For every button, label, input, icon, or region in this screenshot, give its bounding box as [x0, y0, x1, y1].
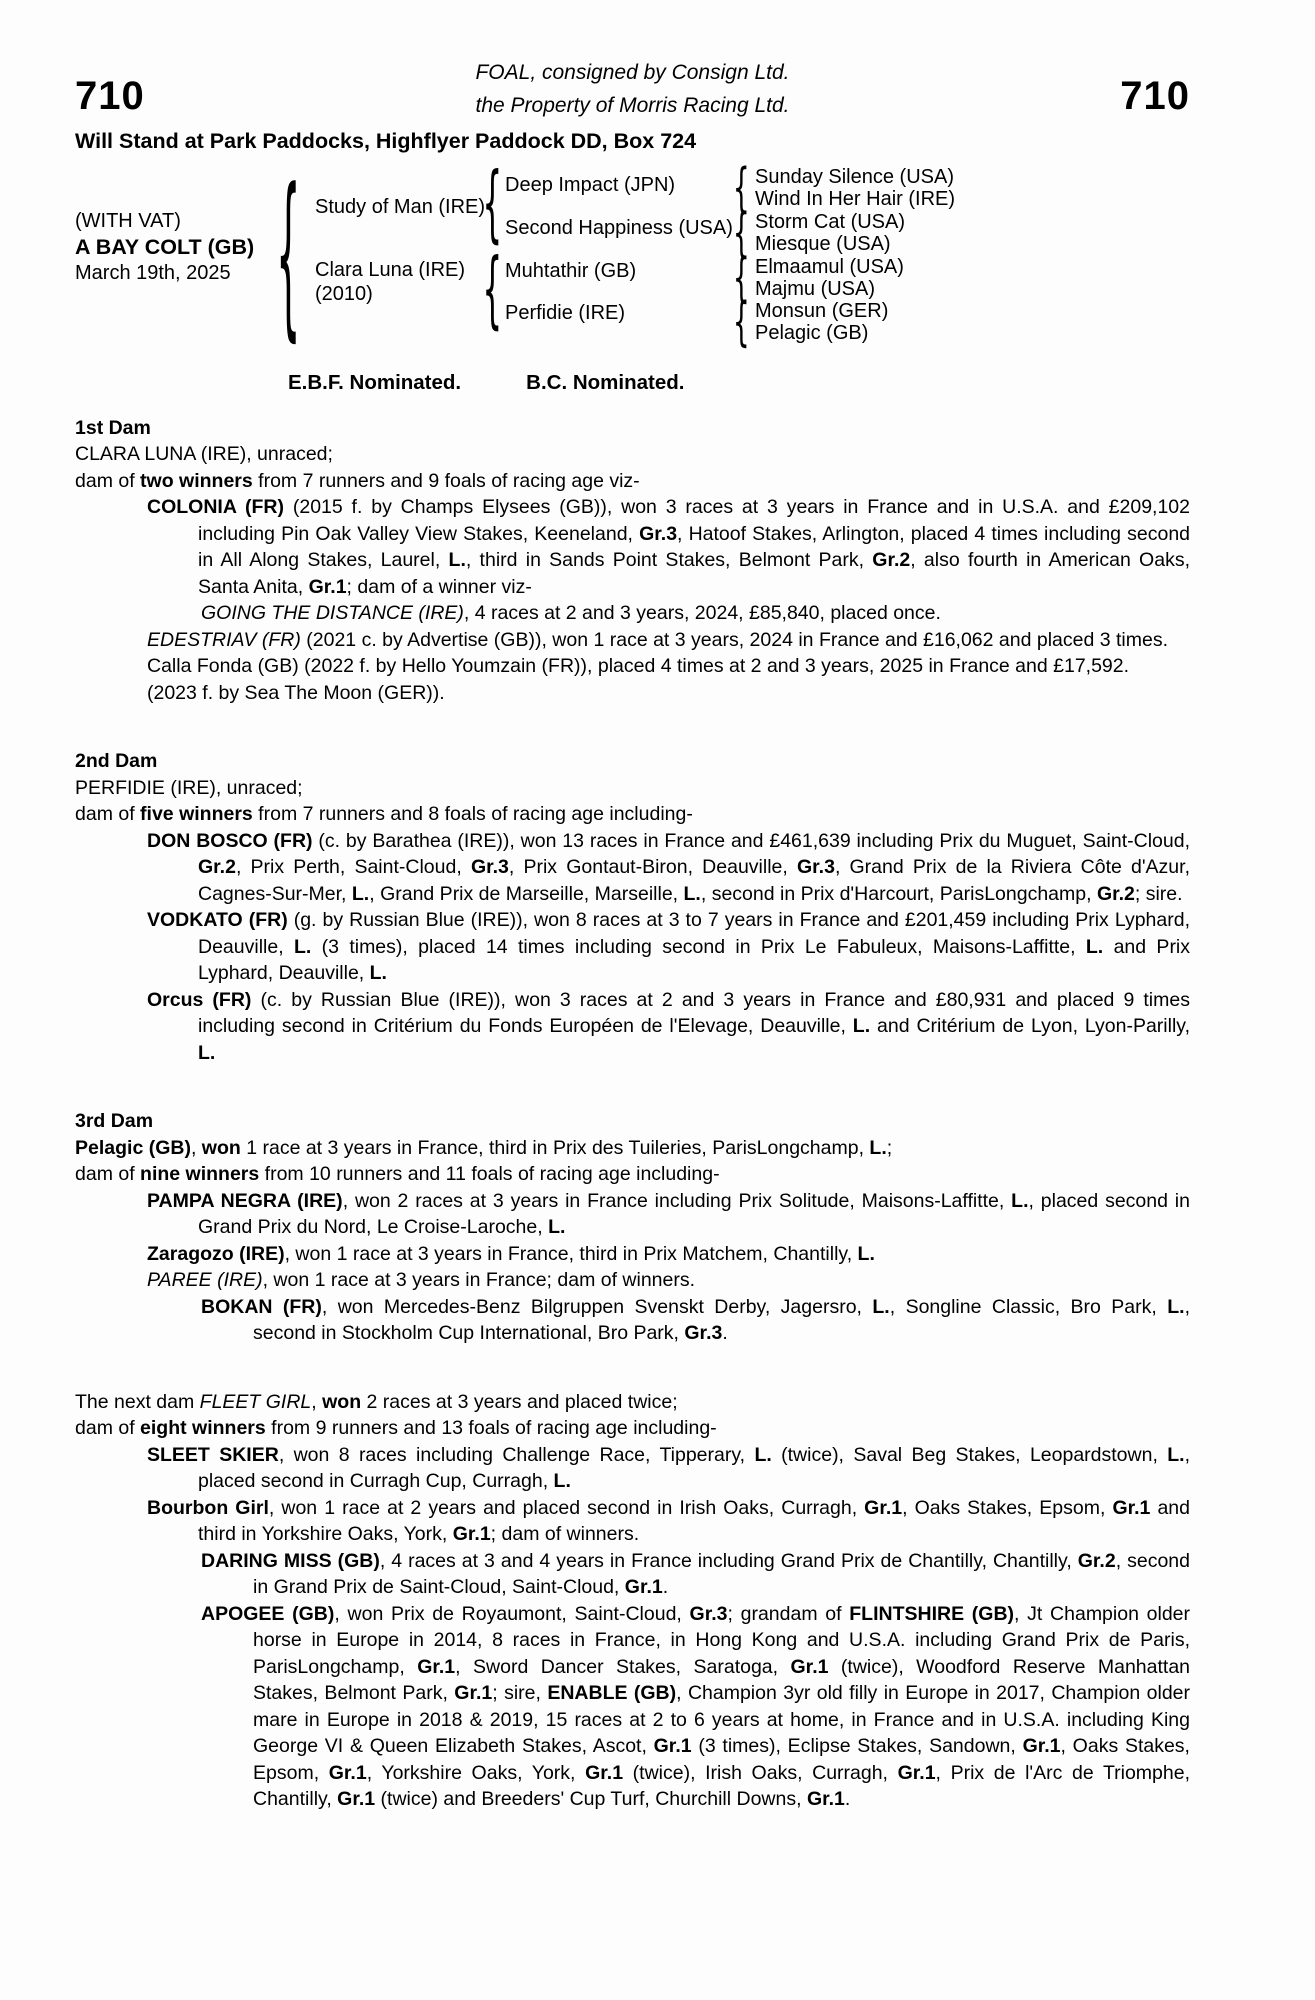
text-segment: Gr.2	[872, 549, 911, 571]
gen3-name: Wind In Her Hair (IRE)	[755, 188, 956, 210]
text-segment: DON BOSCO (FR)	[147, 829, 313, 852]
produce-paragraph	[75, 441, 1190, 468]
text-segment: L.	[683, 882, 701, 905]
produce-paragraph	[75, 627, 1190, 654]
text-segment: Gr.1	[624, 1576, 663, 1598]
text-segment: dam of	[75, 803, 141, 825]
text-segment: .	[722, 1322, 728, 1344]
text-segment: (3 times), placed 14 times including second in Prix Le Fabuleux, Maisons-Laffitte,	[311, 935, 1086, 958]
pedigree-brace-main	[276, 167, 300, 345]
dam-section-heading: 3rd Dam	[75, 1110, 154, 1132]
text-segment: L.	[1085, 935, 1104, 958]
text-segment: (g. by Russian Blue (IRE)), won 8 races at 3 to 7 years in France and £201,459 including Prix Lyphard, Deauville,	[198, 909, 1190, 958]
text-segment: 2 races at 3 years and placed twice;	[361, 1390, 678, 1413]
text-segment: , placed second in Grand Prix du Nord, Le Croise-Laroche,	[198, 1189, 1190, 1238]
produce-paragraph	[75, 775, 1190, 802]
text-segment: Gr.1	[1112, 1496, 1151, 1519]
text-segment: PAREE (IRE)	[147, 1269, 263, 1291]
text-segment: ,	[190, 1136, 202, 1159]
sire-name: Study of Man (IRE)	[315, 196, 486, 218]
text-segment: , Oaks Stakes, Epsom,	[902, 1496, 1113, 1519]
pedigree-brace-gen3-4	[733, 296, 750, 349]
text-segment: Gr.2	[198, 856, 236, 878]
dam-dam-name: Perfidie (IRE)	[505, 302, 626, 324]
text-segment: , won 1 race at 3 years in France; dam of winners.	[262, 1269, 696, 1291]
text-segment: ; grandam of	[727, 1602, 850, 1625]
text-segment: Gr.2	[1096, 882, 1135, 905]
text-segment: (twice), Woodford Reserve Manhattan Stakes, Belmont Park,	[253, 1655, 1191, 1704]
text-segment: GOING THE DISTANCE (IRE)	[201, 602, 464, 624]
text-segment: (2015 f. by Champs Elysees (GB)), won 3 races at 3 years in France and in U.S.A. and £209,102 including Pin Oak Valley View Stakes, Keeneland,	[198, 496, 1191, 545]
consignment-line-2: the Property of Morris Racing Ltd.	[475, 94, 790, 117]
text-segment: , Grand Prix de la Riviera Côte d'Azur, Cagnes-Sur-Mer,	[198, 856, 1190, 905]
gen3-pair-2	[755, 211, 905, 255]
gen3-name: Monsun (GER)	[755, 300, 889, 322]
text-segment: Gr.1	[1022, 1735, 1061, 1757]
text-segment: ;	[886, 1136, 893, 1159]
text-segment: DARING MISS (GB)	[201, 1549, 380, 1572]
text-segment: Gr.1	[328, 1761, 367, 1784]
lot-number-left: 710	[75, 74, 145, 118]
text-segment: L.	[369, 962, 387, 984]
text-segment: dam of	[75, 469, 141, 492]
text-segment: , Sword Dancer Stakes, Saratoga,	[455, 1655, 791, 1678]
text-segment: L.	[857, 1242, 875, 1265]
text-segment: two winners	[140, 469, 253, 492]
text-segment: , Yorkshire Oaks, York,	[366, 1761, 586, 1784]
gen3-name: Storm Cat (USA)	[755, 211, 906, 233]
text-segment: , 4 races at 2 and 3 years, 2024, £85,840, placed once.	[463, 602, 941, 624]
text-segment: 1 race at 3 years in France, third in Prix des Tuileries, ParisLongchamp,	[240, 1136, 870, 1159]
text-segment: , Oaks Stakes, Epsom,	[253, 1735, 1190, 1784]
text-segment: Gr.1	[585, 1761, 624, 1784]
gen3-name: Elmaamul (USA)	[755, 256, 904, 278]
produce-paragraph	[75, 1495, 1190, 1548]
sire-dam-name: Second Happiness (USA)	[505, 217, 733, 239]
text-segment: Gr.1	[308, 575, 347, 598]
text-segment: from 7 runners and 8 foals of racing age including-	[252, 803, 693, 825]
text-segment: , Songline Classic, Bro Park,	[889, 1295, 1168, 1318]
bc-nomination: B.C. Nominated.	[526, 371, 685, 394]
text-segment: ; sire.	[1134, 882, 1183, 905]
dam-sire-name: Muhtathir (GB)	[505, 260, 637, 282]
text-segment: , won 2 races at 3 years in France including Prix Solitude, Maisons-Laffitte,	[342, 1189, 1012, 1212]
text-segment: Gr.1	[790, 1655, 829, 1678]
text-segment: , second in Grand Prix de Saint-Cloud, Saint-Cloud,	[253, 1549, 1190, 1598]
produce-paragraph	[75, 1135, 1190, 1162]
produce-paragraph	[75, 600, 1190, 627]
page-header	[75, 56, 1190, 122]
text-segment: won	[322, 1390, 362, 1413]
gen3-name: Miesque (USA)	[755, 233, 891, 255]
text-segment: VODKATO (FR)	[147, 909, 288, 931]
text-segment: Gr.3	[796, 856, 835, 878]
text-segment: L.	[1167, 1443, 1185, 1466]
text-segment: , Prix Perth, Saint-Cloud,	[235, 856, 471, 878]
text-segment: , Hatoof Stakes, Arlington, placed 4 times including second in All Along Stakes, Laurel,	[198, 522, 1191, 571]
produce-paragraph	[75, 1442, 1190, 1495]
text-segment: Gr.1	[806, 1788, 845, 1810]
pedigree-brace-sire	[482, 162, 502, 246]
produce-paragraph	[75, 1294, 1190, 1347]
produce-paragraph	[75, 1161, 1190, 1188]
sire-sire-name: Deep Impact (JPN)	[505, 174, 676, 196]
text-segment: .	[662, 1576, 669, 1598]
colt-name: A BAY COLT (GB)	[75, 235, 255, 259]
text-segment: (2023 f. by Sea The Moon (GER)).	[147, 681, 445, 704]
text-segment: .	[844, 1788, 851, 1810]
text-segment: PERFIDIE (IRE), unraced;	[75, 776, 303, 799]
text-segment: Zaragozo (IRE)	[147, 1242, 285, 1265]
text-segment: Gr.1	[864, 1496, 903, 1519]
dam-section-heading: 1st Dam	[75, 416, 151, 439]
text-segment: , placed second in Curragh Cup, Curragh,	[198, 1443, 1190, 1492]
text-segment: L.	[754, 1443, 772, 1466]
text-segment: , Grand Prix de Marseille, Marseille,	[369, 882, 684, 905]
gen3-pair-1	[755, 166, 955, 210]
text-segment: won	[201, 1136, 241, 1159]
text-segment: Gr.1	[454, 1682, 493, 1704]
text-segment: , Prix de l'Arc de Triomphe, Chantilly,	[253, 1761, 1191, 1810]
produce-paragraph	[75, 1601, 1190, 1813]
dam-year: (2010)	[315, 283, 373, 305]
produce-paragraph	[75, 1548, 1190, 1601]
text-segment: (2021 c. by Advertise (GB)), won 1 race at 3 years, 2024 in France and £16,062 and placed 3 times.	[300, 628, 1169, 651]
text-segment: The next dam	[75, 1390, 200, 1413]
text-segment: (c. by Russian Blue (IRE)), won 3 races at 2 and 3 years in France and £80,931 and placed 9 times including second in Critérium du Fonds Européen de l'Elevage, Deauville,	[198, 988, 1190, 1037]
produce-paragraph	[75, 1415, 1190, 1442]
text-segment: , 4 races at 3 and 4 years in France including Grand Prix de Chantilly, Chantilly,	[379, 1549, 1078, 1572]
text-segment: dam of	[75, 1163, 141, 1185]
dam-section-heading: 2nd Dam	[75, 750, 158, 772]
text-segment: L.	[872, 1295, 890, 1318]
text-segment: Gr.3	[639, 522, 678, 545]
gen3-pair-4	[755, 300, 888, 344]
produce-paragraph	[75, 987, 1190, 1067]
gen3-pair-3	[755, 256, 904, 300]
produce-paragraph	[75, 1241, 1190, 1268]
text-segment: , Prix Gontaut-Biron, Deauville,	[508, 856, 797, 878]
ebf-nomination: E.B.F. Nominated.	[288, 371, 462, 394]
produce-paragraph	[75, 828, 1190, 908]
text-segment: ,	[311, 1390, 323, 1413]
text-segment: ENABLE (GB)	[547, 1682, 677, 1704]
produce-paragraph	[75, 1267, 1190, 1294]
text-segment: FLEET GIRL	[199, 1390, 312, 1413]
text-segment: (twice) and Breeders' Cup Turf, Churchill Downs,	[375, 1788, 807, 1810]
text-segment: Gr.1	[897, 1761, 936, 1784]
dam-block	[315, 258, 465, 306]
text-segment: L.	[553, 1470, 571, 1492]
text-segment: Gr.3	[470, 856, 509, 878]
text-segment: , won Mercedes-Benz Bilgruppen Svenskt Derby, Jagersro,	[321, 1295, 873, 1318]
text-segment: and Prix Lyphard, Deauville,	[198, 935, 1191, 984]
text-segment: Gr.1	[452, 1523, 491, 1545]
pedigree-brace-dam	[482, 248, 502, 332]
text-segment: L.	[293, 935, 312, 958]
produce-paragraph	[75, 801, 1190, 828]
text-segment: and Critérium de Lyon, Lyon-Parilly,	[870, 1015, 1191, 1037]
colt-details	[75, 208, 254, 286]
produce-paragraph	[75, 680, 1190, 707]
text-segment: , also fourth in American Oaks, Santa Anita,	[198, 549, 1190, 598]
text-segment: L.	[852, 1015, 871, 1037]
text-segment: , Champion 3yr old filly in Europe in 2017, Champion older mare in Europe in 2018 & 2019, 15 races at 2 to 6 years at home, in France and in U.S.A. including King George VI & Queen Elizabeth Stakes, Ascot,	[253, 1682, 1190, 1757]
nominations-row	[288, 370, 1190, 397]
vat-note: (WITH VAT)	[75, 210, 181, 232]
gen3-name: Majmu (USA)	[755, 278, 876, 300]
produce-paragraph	[75, 494, 1190, 600]
gen3-name: Sunday Silence (USA)	[755, 166, 954, 188]
gen3-name: Pelagic (GB)	[755, 322, 869, 344]
text-segment: COLONIA (FR)	[147, 496, 285, 518]
pedigree-chart	[75, 164, 1190, 360]
text-segment: FLINTSHIRE (GB)	[849, 1602, 1015, 1625]
text-segment: from 10 runners and 11 foals of racing age including-	[259, 1163, 720, 1185]
text-segment: nine winners	[140, 1163, 260, 1185]
text-segment: dam of	[75, 1417, 141, 1439]
text-segment: , second in Stockholm Cup International, Bro Park,	[253, 1295, 1190, 1344]
text-segment: L.	[1167, 1295, 1185, 1318]
text-segment: L.	[1011, 1189, 1029, 1212]
produce-paragraph	[75, 1389, 1190, 1416]
text-segment: Gr.3	[684, 1322, 723, 1344]
text-segment: , won 1 race at 3 years in France, third in Prix Matchem, Chantilly,	[284, 1242, 858, 1265]
text-segment: BOKAN (FR)	[201, 1295, 322, 1318]
produce-paragraph	[75, 907, 1190, 987]
text-segment: from 9 runners and 13 foals of racing age including-	[265, 1417, 717, 1439]
text-segment: APOGEE (GB)	[201, 1602, 335, 1625]
dam-name: Clara Luna (IRE)	[315, 259, 466, 281]
produce-paragraph	[75, 1188, 1190, 1241]
stand-location-line: Will Stand at Park Paddocks, Highflyer Paddock DD, Box 724	[75, 129, 697, 153]
text-segment: SLEET SKIER	[147, 1443, 279, 1466]
lot-number-right: 710	[1120, 74, 1190, 118]
text-segment: , won 8 races including Challenge Race, Tipperary,	[278, 1443, 755, 1466]
text-segment: Bourbon Girl	[147, 1496, 269, 1519]
text-segment: and third in Yorkshire Oaks, York,	[198, 1496, 1190, 1545]
text-segment: from 7 runners and 9 foals of racing age viz-	[252, 469, 640, 492]
text-segment: L.	[869, 1136, 887, 1159]
text-segment: (3 times), Eclipse Stakes, Sandown,	[691, 1735, 1023, 1757]
text-segment: (twice), Saval Beg Stakes, Leopardstown,	[771, 1443, 1168, 1466]
produce-paragraph	[75, 468, 1190, 495]
text-segment: , third in Sands Point Stakes, Belmont Park,	[465, 549, 873, 571]
text-segment: Calla Fonda (GB) (2022 f. by Hello Youmzain (FR)), placed 4 times at 2 and 3 years, 2025 in France and £17,592.	[147, 655, 1130, 677]
consignment-line-1: FOAL, consigned by Consign Ltd.	[475, 61, 790, 84]
text-segment: Gr.3	[689, 1602, 728, 1625]
text-segment: (twice), Irish Oaks, Curragh,	[623, 1761, 898, 1784]
text-segment: L.	[448, 549, 466, 571]
text-segment: Pelagic (GB)	[75, 1136, 191, 1159]
text-segment: PAMPA NEGRA (IRE)	[147, 1189, 343, 1212]
text-segment: five winners	[140, 803, 253, 825]
text-segment: CLARA LUNA (IRE), unraced;	[75, 443, 333, 465]
text-segment: L.	[548, 1216, 566, 1238]
text-segment: , won 1 race at 2 years and placed second in Irish Oaks, Curragh,	[268, 1496, 865, 1519]
produce-paragraph	[75, 653, 1190, 680]
text-segment: ; sire,	[492, 1682, 548, 1704]
text-segment: ; dam of winners.	[490, 1523, 640, 1545]
text-segment: L.	[198, 1041, 216, 1064]
foal-date: March 19th, 2025	[75, 262, 231, 284]
produce-record	[75, 415, 1190, 1813]
text-segment: , Jt Champion older horse in Europe in 2014, 8 races in France, in Hong Kong and U.S.A. including Grand Prix de Paris, ParisLongchamp,	[253, 1602, 1190, 1678]
text-segment: ; dam of a winner viz-	[346, 575, 532, 598]
text-segment: , won Prix de Royaumont, Saint-Cloud,	[334, 1602, 690, 1625]
text-segment: Gr.1	[337, 1788, 376, 1810]
text-segment: L.	[351, 882, 370, 905]
text-segment: EDESTRIAV (FR)	[147, 628, 301, 651]
text-segment: Gr.1	[417, 1655, 456, 1678]
text-segment: (c. by Barathea (IRE)), won 13 races in France and £461,639 including Prix du Muguet, Saint-Cloud,	[312, 829, 1190, 852]
text-segment: Gr.2	[1077, 1549, 1116, 1572]
consignment-block	[207, 56, 1058, 122]
text-segment: Orcus (FR)	[147, 988, 252, 1011]
text-segment: Gr.1	[653, 1735, 692, 1757]
text-segment: , second in Prix d'Harcourt, ParisLongchamp,	[700, 882, 1097, 905]
text-segment: eight winners	[140, 1417, 266, 1439]
